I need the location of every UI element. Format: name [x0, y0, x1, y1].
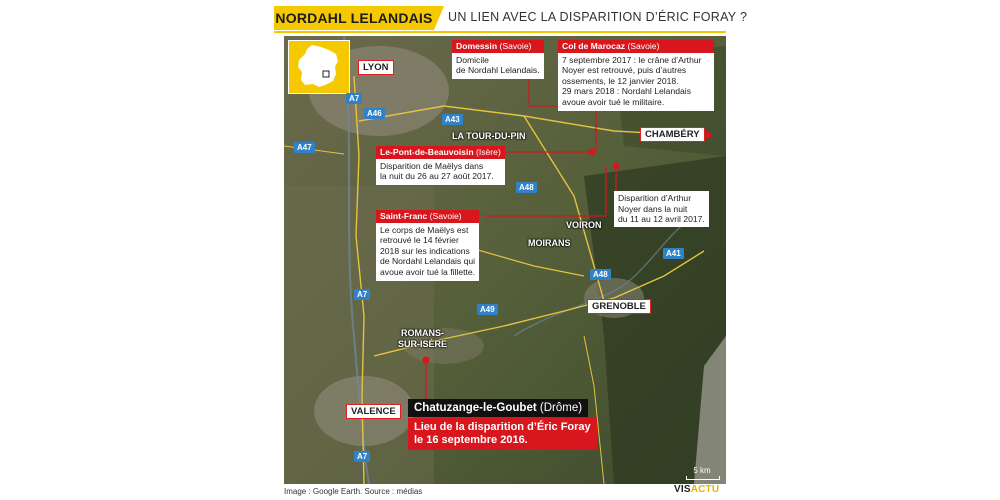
- road-a41: A41: [663, 248, 684, 259]
- callout-chatuzange-body: Lieu de la disparition d’Éric Foray le 16 septembre 2016.: [408, 418, 597, 450]
- road-a46: A46: [364, 108, 385, 119]
- road-a47: A47: [294, 142, 315, 153]
- callout-col-de-marocaz: Col de Marocaz (Savoie) 7 septembre 2017 : le crâne d’Arthur Noyer est retrouvé, puis d’autres ossements, le 12 janvier 2018. 29 mars 2018 : Nordahl Lelandais avoue avoir tué le militaire.: [558, 40, 714, 111]
- town-romans-sur-isere: ROMANS- SUR-ISÈRE: [398, 328, 448, 349]
- callout-saint-franc: Saint-Franc (Savoie) Le corps de Maëlys est retrouvé le 14 février 2018 sur les indications de Nordahl Lelandais qui avoue avoir tué la fillette.: [376, 210, 479, 281]
- road-a49: A49: [477, 304, 498, 315]
- header-title: NORDAHL LELANDAIS: [274, 6, 434, 30]
- town-voiron: VOIRON: [566, 220, 602, 230]
- callout-chatuzange-title: Chatuzange-le-Goubet (Drôme): [408, 399, 588, 417]
- town-moirans: MOIRANS: [528, 238, 571, 248]
- city-valence: VALENCE: [346, 404, 401, 419]
- city-lyon: LYON: [358, 60, 394, 75]
- visactu-logo: VISACTU: [674, 484, 720, 495]
- road-a7-north: A7: [346, 93, 362, 104]
- callout-arthur-noyer: Disparition d’Arthur Noyer dans la nuit du 11 au 12 avril 2017.: [614, 191, 709, 227]
- callout-le-pont-de-beauvoisin: Le-Pont-de-Beauvoisin (Isère) Disparition de Maëlys dans la nuit du 26 au 27 août 2017.: [376, 146, 505, 185]
- scale-bar: [686, 476, 720, 480]
- road-a7-south: A7: [354, 451, 370, 462]
- road-a48-south: A48: [590, 269, 611, 280]
- callout-domessin: Domessin (Savoie) Domicile de Nordahl Lelandais.: [452, 40, 544, 79]
- road-a48-north: A48: [516, 182, 537, 193]
- town-la-tour-du-pin: LA TOUR-DU-PIN: [452, 131, 526, 141]
- image-credit: Image : Google Earth. Source : médias: [284, 487, 423, 496]
- france-map-icon: [288, 40, 350, 94]
- road-a7-mid: A7: [354, 289, 370, 300]
- header-subtitle: UN LIEN AVEC LA DISPARITION D’ÉRIC FORAY ?: [448, 10, 748, 24]
- satellite-map: [284, 36, 726, 484]
- road-a43: A43: [442, 114, 463, 125]
- city-grenoble: GRENOBLE: [587, 299, 651, 314]
- city-chambery: CHAMBÉRY: [640, 127, 705, 142]
- scale-label: 5 km: [693, 466, 711, 475]
- header-rule: [274, 31, 726, 33]
